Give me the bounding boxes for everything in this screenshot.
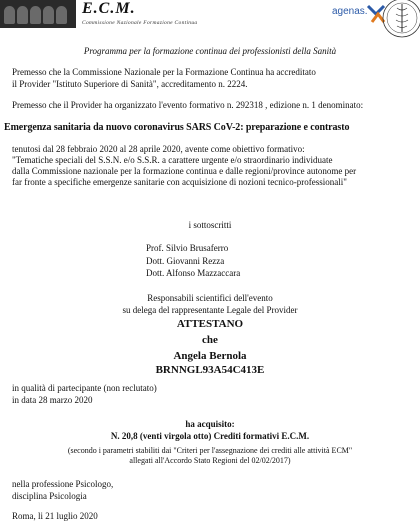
programme-title: Programma per la formazione continua dei professionisti della Sanità [83,46,337,56]
event-line-3: dalla Commissione nazionale per la formazione continua e dalle regioni/province autonome per [12,166,357,176]
attestation-date: in data 28 marzo 2020 [12,395,93,405]
premise-1-line-1: Premesso che la Commissione Nazionale per la Formazione Continua ha accreditato [12,67,316,77]
event-title: Emergenza sanitaria da nuovo coronavirus SARS CoV-2: preparazione e contrasto [4,122,350,133]
premise-1-line-2: il Provider "Istituto Superiore di Sanità", accreditamento n. 2224. [12,79,248,89]
credits-note-line-1: (secondo i parametri stabiliti dai "Criteri per l'assegnazione dei crediti alle attività ECM" [67,446,353,455]
agenas-logo: agenas. [332,6,368,17]
signatory-name: Prof. Silvio Brusaferro [146,243,229,253]
credits-heading: ha acquisito: [185,419,235,429]
place-date: Roma, li 21 luglio 2020 [12,511,98,521]
signatories-role-line-1: Responsabili scientifici dell'evento [147,293,273,303]
premise-2: Premesso che il Provider ha organizzato l'evento formativo n. 292318 , edizione n. 1 denominato: [12,100,364,110]
signatory-name: Dott. Alfonso Mazzaccara [146,268,241,278]
ecm-subtitle: Commissione Nazionale Formazione Continua [82,20,198,26]
event-line-1: tenutosi dal 28 febbraio 2020 al 28 aprile 2020, avente come obiettivo formativo: [12,144,305,154]
event-line-4: far fronte a specifiche emergenze sanitarie con acquisizione di nozioni tecnico-professionali" [12,177,347,187]
attestation-verb: ATTESTANO [176,318,244,330]
profession-line: nella professione Psicologo, [12,479,114,489]
attestation-che: che [202,334,218,346]
participant-fiscal-code: BRNNGL93A54C413E [155,364,265,376]
credits-amount: N. 20,8 (venti virgola otto) Crediti formativi E.C.M. [110,431,310,441]
emblem-seal-icon [380,0,420,40]
signatories-heading: i sottoscritti [188,220,232,230]
participant-capacity: in qualità di partecipante (non reclutato) [12,383,157,393]
participant-name: Angela Bernola [173,350,247,362]
ecm-logo-photo [0,0,76,28]
credits-note-line-2: allegati all'Accordo Stato Regioni del 02/02/2017) [129,456,291,465]
signatory-name: Dott. Giovanni Rezza [146,256,225,266]
ecm-title: E.C.M. [82,0,136,17]
event-line-2: "Tematiche speciali del S.S.N. e/o S.S.R. a carattere urgente e/o straordinario individuate [12,155,333,165]
signatories-role-line-2: su delega del rappresentante Legale del Provider [122,305,298,315]
discipline-line: disciplina Psicologia [12,491,87,501]
